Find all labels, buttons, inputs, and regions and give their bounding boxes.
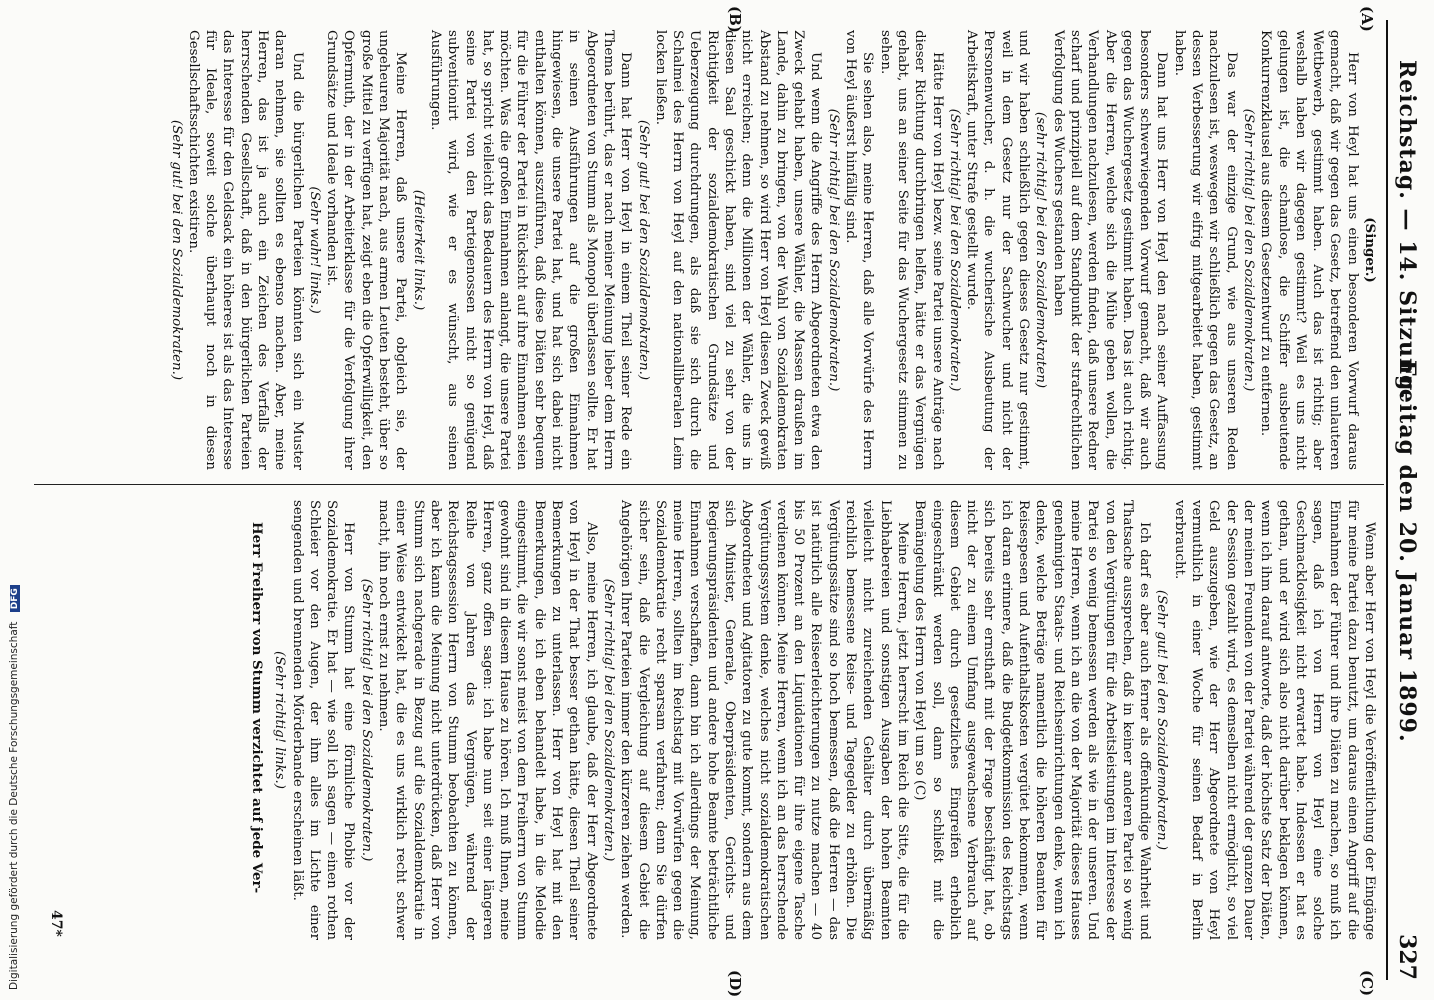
interjection: (Sehr richtig! links.)	[272, 651, 288, 789]
interjection: (Sehr richtig! bei den Sozialdemokraten.)	[825, 108, 841, 392]
margin-letter-b: (B)	[726, 6, 744, 33]
paragraph: Herr von Stumm hat eine förmliche Phobie vor der Sozialdemokratie. Er hat — wie soll ich sagen — einen rothen Schleier vor den Augen, der ihm alles im Lichte einer sengenden und brennenden Mörderbande erscheinen läßt.	[289, 500, 357, 940]
speaker-name: (Singer.)	[1362, 217, 1378, 283]
paragraph: Und die bürgerlichen Parteien könnten sich ein Muster daran nehmen, sie sollten es ebenso machen. Aber, meine Herren, das ist ja auch ein Zeichen des Verfalls der herrschenden Gesellschaft, daß in den bürgerlichen Parteien das Interesse für den Geldsack ein höheres ist als das Interesse für Ideale, soweit solche überhaupt noch in diesen Gesellschaftsschichten existiren.	[185, 30, 305, 470]
dfg-logo: DFG	[10, 585, 20, 612]
interjection: (Sehr richtig! bei den Sozialdemokraten.)	[600, 578, 616, 862]
column-divider	[34, 484, 1384, 485]
header-date: Freitag den 20. Januar 1899.	[1394, 360, 1420, 743]
digitization-note-text: Digitalisierung gefördert durch die Deutsche Forschungsgemeinschaft	[8, 621, 20, 990]
interjection: (Sehr gut! bei den Sozialdemokraten.)	[1154, 589, 1170, 851]
interjection: (Sehr richtig! bei den Sozialdemokraten.)	[946, 108, 962, 392]
interjection: (sehr richtig! bei den Sozialdemokraten)	[1033, 111, 1049, 389]
paragraph: und wir haben schließlich gegen dieses Gesetz nur gestimmt, weil in dem Gesetz nur der Sachwucher und nicht der Personenwucher, d. h. die wucherische Ausbeutung der Arbeitskraft, unter Strafe gestellt wurde.	[964, 30, 1032, 470]
paragraph: Wenn aber Herr von Heyl die Veröffentlichung der Eingänge für meine Partei dazu benutzt, um daraus einen Angriff auf die Einnahmen der Führer und ihre Diäten zu machen, so muß ich sagen, daß ich von Herrn von Heyl eine solche Geschmacklosigkeit nicht erwartet habe. Indessen er hat es gethan, und er wird sich also nicht darüber beklagen können, wenn ich ihm darauf antworte, daß der höchste Satz der Diäten, der meinen Freunden von der Partei während der ganzen Dauer der Session gezahlt wird, es demselben nicht ermöglicht, so viel Geld auszugeben, wie der Herr Abgeordnete von Heyl vermuthlich in einer Woche für seinen Bedarf in Berlin verbraucht.	[1171, 500, 1377, 940]
interjection: (Sehr gut! bei den Sozialdemokraten.)	[168, 119, 184, 381]
paragraph: Dann hat Herr von Heyl in einem Theil seiner Rede ein Thema berührt, das er nach meiner Meinung lieber dem Herrn Abgeordneten von Stumm als Monopol überlassen sollte. Er hat in seinen Ausführungen auf die großen Einnahmen hingewiesen, die unsere Partei hat, und hat sich dabei nicht enthalten können, auszuführen, daß diese Diäten sehr bequem für die Führer der Partei in Rücksicht auf ihre Einnahmen seien möchten. Was die großen Einnahmen anlangt, die unsere Partei hat, so spricht vielleicht das Bedauern des Herrn von Heyl, daß seine Partei von den Parteigenossen nicht so genügend subventionirt wird, wie er es wünscht, aus seinen Ausführungen.	[427, 30, 634, 470]
paragraph: Hätte Herr von Heyl bezw. seine Partei unsere Anträge nach dieser Richtung durchbringen helfen, hätte er das Vergnügen gehabt, uns an seiner Seite für das Wuchergesetz stimmen zu sehen.	[877, 30, 945, 470]
interjection: (Sehr gut! bei den Sozialdemokraten.)	[635, 119, 651, 381]
header-title: Reichstag. — 14. Sitzung.	[1394, 60, 1420, 401]
paragraph: Herr von Heyl hat uns einen besonderen Vorwurf daraus gemacht, daß wir gegen das Gesetz, betreffend den unlauteren Wettbewerb, gestimmt haben. Auch das ist richtig; aber weshalb haben wir dagegen gestimmt? Weil es uns nicht gelungen ist, die schamlose, die Schiffer ausbeutende Konkurrenzklausel aus diesem Gesetzentwurf zu entfernen.	[1258, 30, 1360, 470]
digitization-note	[8, 585, 20, 990]
paragraph: Und wenn die Angriffe des Herrn Abgeordneten etwa den Zweck gehabt haben, unsere Wähler, die Massen draußen im Lande, dahin zu bringen, von der Wahl von Sozialdemokraten Abstand zu nehmen, so wird Herr von Heyl diesen Zweck gewiß nicht erreichen; denn die Millionen der Wähler, die uns in diesen Saal geschickt haben, sind viel zu sehr von der Richtigkeit der sozialdemokratischen Grundsätze und Ueberzeugung durchdrungen, als daß sie sich durch die Schalmei des Herrn von Heyl auf den nationalliberalen Leim locken ließen.	[652, 30, 824, 470]
running-header	[1390, 0, 1426, 1000]
interjection: (Sehr richtig! bei den Sozialdemokraten.)	[358, 578, 374, 862]
paragraph: Sie sehen also, meine Herren, daß alle Vorwürfe des Herrn von Heyl äußerst hinfällig sind.	[843, 30, 876, 470]
left-column	[167, 30, 1378, 470]
paragraph: Das war der einzige Grund, wie aus unseren Reden nachzulesen ist, weswegen wir schließlich gegen das Gesetz, an dessen Verbesserung wir eifrig mitgearbeitet haben, gestimmt haben.	[1171, 30, 1239, 470]
paragraph: Also, meine Herren, ich glaube, daß der Herr Abgeordnete von Heyl in der That besser gethan hätte, diesen Theil seiner Bemerkungen zu unterlassen. Herr von Heyl hat mit den Bemerkungen, die ich eben behandelt habe, in die Melodie eingestimmt, die wir sonst meist von dem Freiherrn von Stumm gewohnt sind in diesem Hause zu hören. Ich muß Ihnen, meine Herren, ganz offen sagen: ich habe nun seit einer längeren Reihe von Jahren das Vergnügen, während der Reichstagssession Herrn von Stumm beobachten zu können, aber ich kann die Meinung nicht unterdrücken, daß Herr von Stumm sich nachgerade in Bezug auf die Sozialdemokratie in einer Weise entwickelt hat, die es uns wirklich recht schwer macht, ihn noch ernst zu nehmen.	[376, 500, 599, 940]
paragraph: Ich darf es aber auch ferner als offenkundige Wahrheit und Thatsache aussprechen, daß in keiner anderen Partei so wenig von den Vergütungen für die Arbeitsleistungen im Interesse der Partei so wenig bemessen werden als wie in der unseren. Und meine Herren, wenn ich an die von der Majorität dieses Hauses genehmigten Staats- und Reichseinrichtungen denke, wenn ich denke, welche Beträge namentlich die höheren Beamten für Reisespesen und Aufenthaltskosten vergütet bekommen, wenn ich daran erinnere, daß die Budgetkommission des Reichstags sich bereits sehr ernsthaft mit der Frage beschäftigt hat, ob nicht der zu einem Umfang ausgewachsene Verbrauch auf diesem Gebiet durch gesetzliches Eingreifen erheblich eingeschränkt werden soll, dann so schließt mit die Bemängelung des Herrn von Heyl um so (C)	[912, 500, 1153, 940]
margin-letter-d: (D)	[726, 970, 744, 998]
right-column	[248, 500, 1378, 940]
paragraph: Meine Herren, jetzt herrscht im Reich die Sitte, die für die Liebhabereien und sonstigen Ausgaben der hohen Beamten vielleicht nicht zureichenden Gehälter durch übermäßig reichlich bemessene Reise- und Tagegelder zu erhöhen. Die Vergütungssätze sind so hoch bemessen, daß die Herren — das ist natürlich alle Reiseerleichterungen zu nutze machen — 40 bis 50 Prozent an den Liquidationen für ihre eigene Tasche verdienen können. Meine Herren, wenn ich an das herrschende Vergütungssystem denke, welches nicht sozialdemokratischen Abgeordneten und Agitatoren zu gute kommt, sondern aus dem sich Minister, Generale, Oberpräsidenten, Gerichts- und Regierungspräsidenten und andere hohe Beamte beträchtliche Einnahmen verschaffen, dann bin ich allerdings der Meinung, meine Herren, sollten im Reichstag mit Vorwürfen gegen die Sozialdemokratie recht sparsam verfahren; denn Sie dürfen sicher sein, daß die Vergleichung auf diesem Gebiet die Angehörigen Ihrer Parteien immer den kürzeren ziehen werden.	[618, 500, 910, 940]
closing-line: Herr Freiherr von Stumm verzichtet auf jede Ver-	[249, 522, 265, 894]
margin-letter-c: (C)	[1358, 970, 1376, 997]
interjection: (Sehr richtig! bei den Sozialdemokraten.)	[1240, 108, 1256, 392]
signature-mark: 47*	[48, 910, 64, 937]
paragraph: Meine Herren, daß unsere Partei, obgleich sie, der ungeheuren Majorität nach, aus armen Leuten besteht, über so große Mittel zu verfügen hat, zeigt eben die Opferwilligkeit, den Opfermuth, der in der Arbeiterklasse für die Verfolgung ihrer Grundsätze und Ideale vorhanden ist.	[324, 30, 409, 470]
paragraph: Dann hat uns Herr von Heyl den nach seiner Auffassung besonders schwerwiegenden Vorwurf gemacht, daß wir auch gegen das Wuchergesetz gestimmt haben. Das ist auch richtig. Aber die Herren, welche sich die Mühe geben wollen, die Verhandlungen nachzulesen, werden finden, daß unsere Redner scharf und prinzipiell auf dem Standpunkt der strafrechtlichen Verfolgung des Wuchers gestanden haben	[1050, 30, 1170, 470]
header-rule	[1386, 20, 1388, 980]
margin-letter-a: (A)	[1358, 6, 1376, 32]
interjection: (Sehr wahr! links.)	[306, 186, 322, 314]
page-number: 327	[1394, 934, 1420, 980]
interjection: (Heiterkeit links.)	[410, 189, 426, 311]
